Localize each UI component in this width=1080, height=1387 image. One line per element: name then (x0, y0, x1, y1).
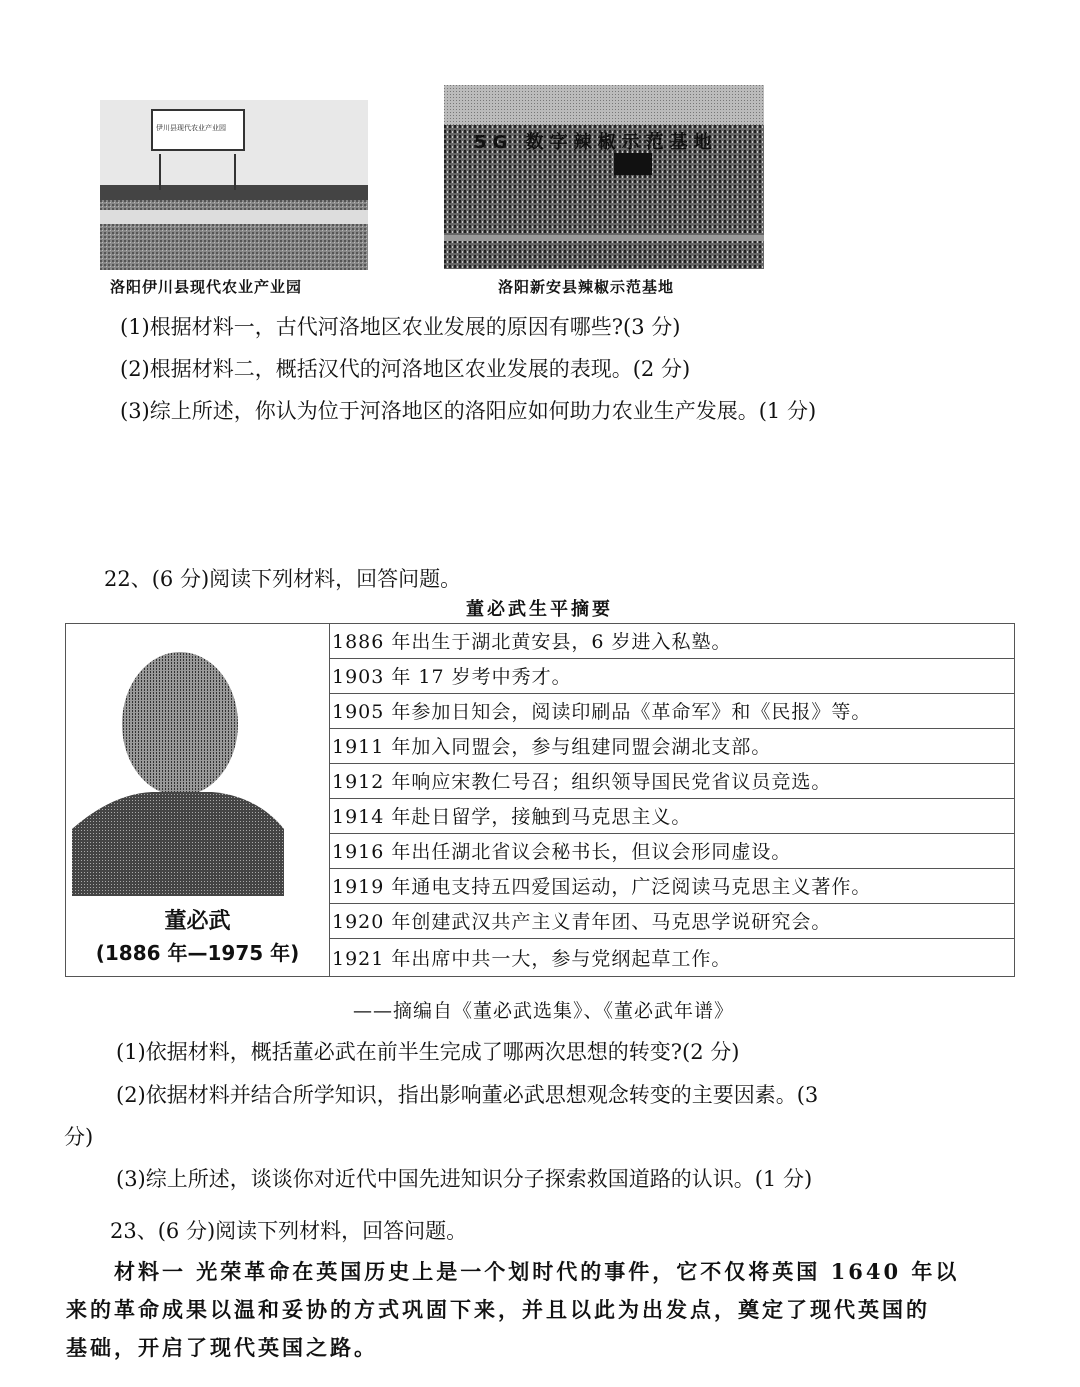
event-row: 1912 年响应宋教仁号召；组织领导国民党省议员竞选。 (330, 763, 1015, 798)
q22-sub3: (3)综上所述，谈谈你对近代中国先进知识分子探索救国道路的认识。(1 分) (116, 1167, 813, 1191)
q22-sub2-line1: (2)依据材料并结合所学知识，指出影响董必武思想观念转变的主要因素。(3 (116, 1083, 819, 1107)
event-row: 1903 年 17 岁考中秀才。 (330, 658, 1015, 693)
biography-table (65, 623, 1015, 977)
event-row: 1919 年通电支持五四爱国运动，广泛阅读马克思主义著作。 (330, 868, 1015, 903)
photo-yichuan-sign-text: 伊川县现代农业产业园 (156, 124, 226, 132)
q22-sub1: (1)依据材料，概括董必武在前半生完成了哪两次思想的转变?(2 分) (116, 1040, 740, 1064)
photo-xinan-sign-text: 5G 数字辣椒示范基地 (474, 132, 718, 153)
portrait-cell (66, 624, 330, 977)
photo-xinan-drawing (444, 85, 764, 269)
portrait-years: (1886 年—1975 年) (95, 941, 300, 965)
event-row: 1914 年赴日留学，接触到马克思主义。 (330, 798, 1015, 833)
q22-source: ——摘编自《董必武选集》、《董必武年谱》 (353, 1000, 735, 1022)
event-row: 1921 年出席中共一大，参与党纲起草工作。 (330, 938, 1015, 976)
q21-sub1: (1)根据材料一，古代河洛地区农业发展的原因有哪些?(3 分) (120, 315, 681, 339)
portrait-drawing (72, 644, 284, 896)
q21-sub2: (2)根据材料二，概括汉代的河洛地区农业发展的表现。(2 分) (120, 357, 691, 381)
event-row: 1920 年创建武汉共产主义青年团、马克思学说研究会。 (330, 903, 1015, 938)
q23-material-line2: 来的革命成果以温和妥协的方式巩固下来，并且以此为出发点，奠定了现代英国的 (66, 1297, 930, 1322)
portrait-photo (72, 644, 284, 896)
q23-material-line1: 材料一 光荣革命在英国历史上是一个划时代的事件，它不仅将英国 1640 年以 (114, 1259, 960, 1284)
photo-yichuan-caption: 洛阳伊川县现代农业产业园 (110, 278, 303, 296)
event-row: 1886 年出生于湖北黄安县，6 岁进入私塾。 (330, 624, 1015, 659)
photo-xinan-caption: 洛阳新安县辣椒示范基地 (498, 278, 675, 296)
q23-title: 23、(6 分)阅读下列材料，回答问题。 (110, 1219, 468, 1243)
event-row: 1905 年参加日知会，阅读印刷品《革命军》和《民报》等。 (330, 693, 1015, 728)
photo-xinan-pepper-base (444, 85, 764, 269)
q23-material-line3: 基础，开启了现代英国之路。 (66, 1335, 378, 1360)
q22-title: 22、(6 分)阅读下列材料，回答问题。 (104, 567, 462, 591)
portrait-name: 董必武 (164, 908, 231, 934)
event-row: 1911 年加入同盟会，参与组建同盟会湖北支部。 (330, 728, 1015, 763)
photo-yichuan-drawing (100, 100, 368, 270)
q22-sub2-line2: 分) (64, 1125, 94, 1149)
event-row: 1916 年出任湖北省议会秘书长，但议会形同虚设。 (330, 833, 1015, 868)
q21-sub3: (3)综上所述，你认为位于河洛地区的洛阳应如何助力农业生产发展。(1 分) (120, 399, 817, 423)
q22-table-title: 董必武生平摘要 (466, 599, 613, 620)
photo-yichuan-park (100, 100, 368, 270)
